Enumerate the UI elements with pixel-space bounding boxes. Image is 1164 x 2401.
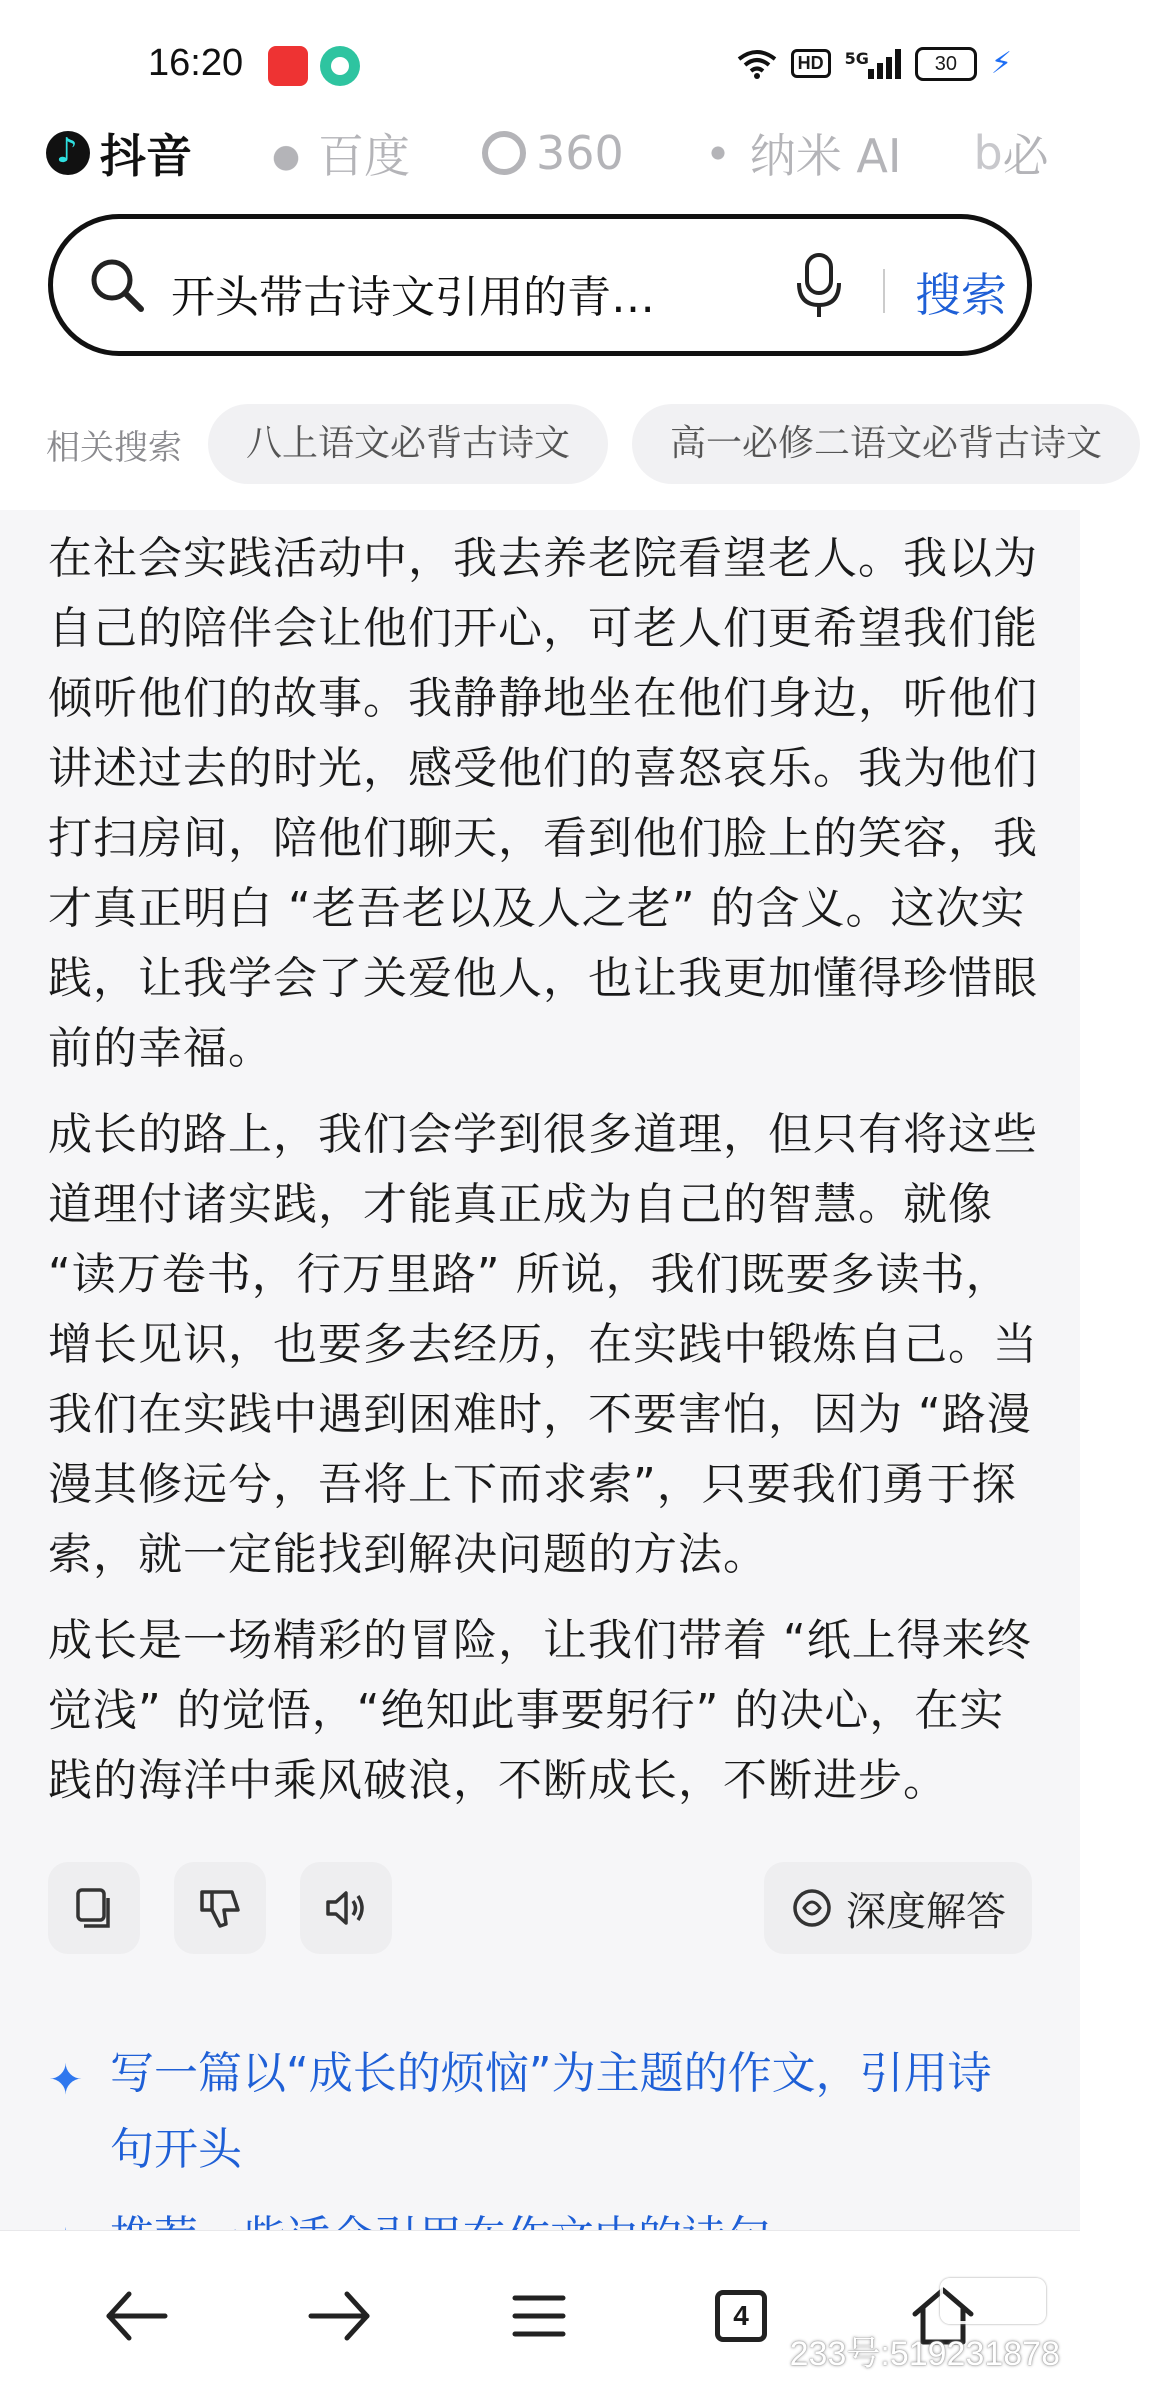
related-searches-label: 相关搜索 [46, 427, 182, 468]
notification-app-icon [268, 46, 308, 86]
nami-ai-icon [696, 131, 740, 175]
speaker-icon [322, 1884, 370, 1932]
tab-count-badge: 4 [715, 2290, 767, 2342]
watermark-logo [940, 2278, 1046, 2324]
watermark-text: 233号:519231878 [789, 2335, 1060, 2373]
hd-badge: HD [791, 49, 831, 78]
engine-label: 纳米 AI [749, 129, 902, 183]
microphone-icon[interactable] [793, 251, 845, 321]
menu-button[interactable] [494, 2271, 584, 2361]
suggested-question-text: 写一篇以“成长的烦恼”为主题的作文，引用诗句开头 [110, 2048, 992, 2175]
read-aloud-button[interactable] [300, 1862, 392, 1954]
search-box[interactable] [48, 214, 1032, 356]
deep-answer-icon [790, 1886, 834, 1930]
related-chip[interactable]: 高一必修二语文必背古诗文 [632, 404, 1140, 484]
bottom-navigation [0, 2230, 1080, 2401]
battery-icon [915, 47, 977, 81]
search-button[interactable]: 搜索 [915, 268, 1007, 322]
notification-chat-icon [320, 46, 360, 86]
network-type-label: 5G [844, 48, 869, 68]
battery-level: 30 [934, 52, 958, 75]
answer-paragraph: 成长的路上，我们会学到很多道理，但只有将这些道理付诸实践，才能真正成为自己的智慧。就像 “读万卷书，行万里路” 所说，我们既要多读书，增长见识，也要多去经历，在实践中锻炼自己。当我们在实践中遇到困难时，不要害怕，因为 “路漫漫其修远兮，吾将上下而求索”，只要我们勇于探索，就一定能找到解决问题的方法。 [48, 1109, 1038, 1580]
answer-action-bar [48, 1862, 1032, 1954]
360-icon [482, 131, 526, 175]
sparkle-icon: ✦ [48, 2055, 84, 2104]
copy-icon [70, 1884, 118, 1932]
search-divider [883, 269, 885, 313]
arrow-right-icon [303, 2280, 375, 2352]
baidu-paw-icon [264, 131, 308, 175]
engine-label: 必 [1002, 129, 1049, 183]
status-indicators [737, 46, 1012, 81]
forward-button[interactable] [294, 2271, 384, 2361]
thumbs-down-icon [196, 1884, 244, 1932]
search-input[interactable]: 开头带古诗文引用的青… [171, 272, 655, 323]
deep-answer-button[interactable] [764, 1862, 1032, 1954]
menu-icon [503, 2280, 575, 2352]
answer-paragraph: 在社会实践活动中，我去养老院看望老人。我以为自己的陪伴会让他们开心，可老人们更希望我们能倾听他们的故事。我静静地坐在他们身边，听他们讲述过去的时光，感受他们的喜怒哀乐。我为他们打扫房间，陪他们聊天，看到他们脸上的笑容，我才真正明白 “老吾老以及人之老” 的含义。这次实践，让我学会了关爱他人，也让我更加懂得珍惜眼前的幸福。 [48, 533, 1038, 1074]
back-button[interactable] [92, 2271, 182, 2361]
douyin-icon [46, 131, 90, 175]
charging-icon: ⚡ [990, 46, 1012, 81]
related-chip[interactable]: 八上语文必背古诗文 [208, 404, 608, 484]
engine-tab-baidu[interactable] [264, 120, 410, 186]
engine-label: 抖音 [100, 129, 192, 183]
status-time: 16:20 [148, 42, 244, 84]
dislike-button[interactable] [174, 1862, 266, 1954]
suggested-question[interactable] [48, 2036, 1028, 2188]
engine-label: 百度 [318, 129, 410, 183]
search-engine-tabs [46, 118, 1121, 188]
engine-label: 360 [536, 126, 624, 180]
answer-paragraph: 成长是一场精彩的冒险，让我们带着 “纸上得来终觉浅” 的觉悟，“绝知此事要躬行” 的决心，在实践的海洋中乘风破浪，不断成长，不断进步。 [48, 1615, 1032, 1806]
arrow-left-icon [101, 2280, 173, 2352]
signal-strength-icon [845, 49, 901, 79]
engine-tab-douyin[interactable] [46, 120, 192, 186]
wifi-icon [737, 49, 777, 79]
engine-tab-bing[interactable] [973, 120, 1048, 186]
deep-answer-label: 深度解答 [846, 1888, 1006, 1935]
search-icon [87, 255, 147, 315]
related-searches [46, 404, 1164, 484]
tabs-button[interactable] [696, 2271, 786, 2361]
engine-tab-nami-ai[interactable] [696, 120, 902, 186]
answer-content [0, 510, 1080, 2230]
copy-button[interactable] [48, 1862, 140, 1954]
engine-tab-360[interactable] [482, 126, 624, 180]
status-bar [0, 0, 1080, 120]
bing-icon: b [973, 126, 1003, 180]
